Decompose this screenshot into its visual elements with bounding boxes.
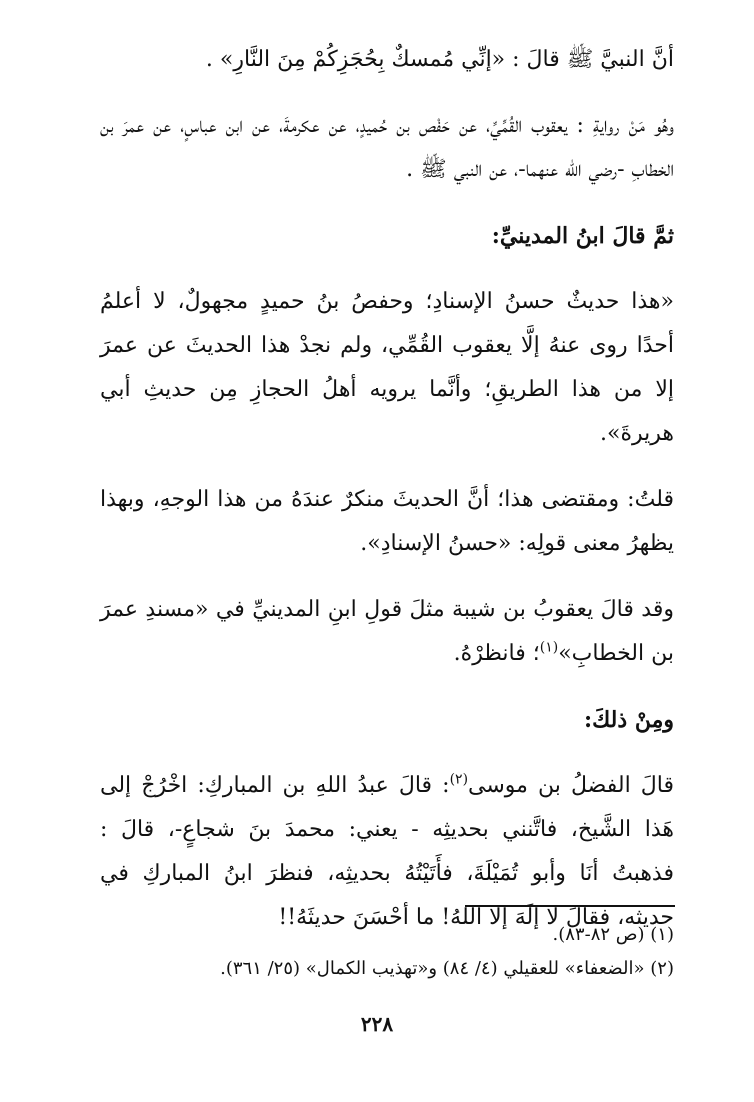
paragraph-8-text: : قالَ عبدُ اللهِ بن المباركِ: اخْرُجْ إلى هَذا الشَّيخ، فاتَّنني بحديثِه - يعني: محمدَ بنَ شجاعٍ-، قالَ : فذهبتُ أنَا وأبو تُمَيْلَةَ، فأَتَيْتُهُ بحديثِه، فنظرَ ابنُ المباركِ في حديثه، فقالَ لا إلَهَ إلا اللهُ! ما أحْسَنَ حديثَهُ!! <box>100 773 674 930</box>
paragraph-3-heading: ثمَّ قالَ ابنُ المدينيِّ: <box>491 223 674 249</box>
footnote-1: (١) (ص ٨٢-٨٣). <box>552 924 674 945</box>
footnote-2: (٢) «الضعفاء» للعقيلي (٤/ ٨٤) و«تهذيب الكمال» (٢٥/ ٣٦١). <box>220 958 674 979</box>
paragraph-6-tail: ؛ فانظرْهُ. <box>453 641 540 666</box>
page-number: ٢٢٨ <box>360 1012 394 1036</box>
paragraph-8 <box>100 764 674 940</box>
paragraph-6-text: وقد قالَ يعقوبُ بن شيبة مثلَ قولِ ابنِ المدينيِّ في «مسندِ عمرَ بن الخطابِ» <box>100 597 674 666</box>
footnotes <box>100 918 674 986</box>
paragraph-7-heading: ومِنْ ذلكَ: <box>584 707 674 733</box>
paragraph-1: أنَّ النبيَّ ﷺ قالَ : «إنِّي مُمسكٌ بِحُجَزِكُمْ مِنَ النَّارِ» . <box>205 47 674 72</box>
footnote-divider <box>465 905 675 907</box>
paragraph-8-lead: قالَ الفضلُ بن موسى <box>468 773 674 798</box>
footnote-ref-2: (٢) <box>449 771 469 788</box>
footnote-ref-1: (١) <box>539 639 559 656</box>
paragraph-2: وهُو مَنْ روايةِ : يعقوب القُمِّيِّ، عن حَفْص بن حُميدٍ، عن عكرمةَ، عن ابن عباسٍ، عن عمرَ بن الخطابِ -رضي الله عنهما-، عن النبي ﷺ . <box>100 113 674 182</box>
paragraph-5: قلتُ: ومقتضى هذا؛ أنَّ الحديثَ منكرٌ عندَهُ من هذا الوجهِ، وبهذا يظهرُ معنى قولِه: «حسنُ الإسنادِ». <box>100 487 674 556</box>
paragraph-6 <box>100 588 674 676</box>
paragraph-4-quote: «هذا حديثٌ حسنُ الإسنادِ؛ وحفصُ بنُ حميدٍ مجهولٌ، لا أعلمُ أحدًا روى عنهُ إلَّا يعقوب القُمِّي، ولم نجدْ هذا الحديثَ عن عمرَ إلا من هذا الطريقِ؛ وأنَّما يرويه أهلُ الحجازِ مِن حديثِ أبي هريرةَ». <box>100 289 674 446</box>
main-text <box>100 38 674 940</box>
